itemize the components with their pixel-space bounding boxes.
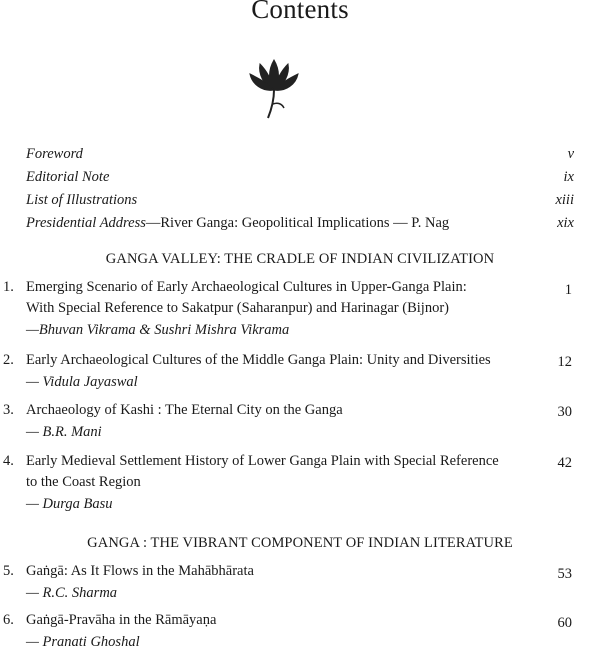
section-heading: GANGA VALLEY: THE CRADLE OF INDIAN CIVILIZATION (105, 251, 495, 267)
entry-author: — Pranati Ghoshal (26, 634, 140, 650)
toc-item-foreword[interactable] (26, 146, 574, 163)
toc-item-page: v (567, 146, 574, 162)
toc-item-label: Foreword (26, 146, 83, 162)
entry-number: 3. (3, 402, 14, 418)
toc-item-label: Presidential Address (26, 215, 146, 231)
entry-author: — Vidula Jayaswal (26, 374, 138, 390)
toc-item-presidential-address[interactable] (26, 215, 574, 232)
entry-number: 6. (3, 612, 14, 628)
entry-page: 30 (557, 404, 572, 420)
lotus-icon (244, 52, 304, 122)
page-title: Contents (251, 0, 349, 24)
entry-page: 42 (557, 455, 572, 471)
toc-item-page: xiii (555, 192, 574, 208)
entry-page: 12 (557, 354, 572, 370)
entry-title-line: Gaṅgā: As It Flows in the Mahābhārata (26, 563, 254, 579)
toc-item-page: ix (563, 169, 574, 185)
entry-title-line: Gaṅgā-Pravāha in the Rāmāyaṇa (26, 612, 217, 628)
entry-number: 2. (3, 352, 14, 368)
entry-author: — B.R. Mani (26, 424, 102, 440)
entry-number: 5. (3, 563, 14, 579)
entry-title-line: Early Medieval Settlement History of Lower Ganga Plain with Special Reference (26, 453, 499, 469)
toc-item-label: List of Illustrations (26, 192, 138, 208)
entry-number: 1. (3, 279, 14, 295)
section-heading: GANGA : THE VIBRANT COMPONENT OF INDIAN LITERATURE (87, 535, 513, 551)
toc-item-label: Editorial Note (26, 169, 110, 185)
entry-author: — Durga Basu (26, 496, 113, 512)
toc-item-page: xix (557, 215, 574, 231)
entry-author: —Bhuvan Vikrama & Sushri Mishra Vikrama (26, 322, 290, 338)
entry-title-line: to the Coast Region (26, 474, 141, 490)
entry-title-line: Emerging Scenario of Early Archaeological Cultures in Upper-Ganga Plain: (26, 279, 467, 295)
toc-item-subtitle: —River Ganga: Geopolitical Implications — P. Nag (145, 215, 450, 231)
entry-title-line: Early Archaeological Cultures of the Middle Ganga Plain: Unity and Diversities (26, 352, 491, 368)
entry-title-line: Archaeology of Kashi : The Eternal City on the Ganga (26, 402, 343, 418)
entry-number: 4. (3, 453, 14, 469)
entry-page: 60 (557, 615, 572, 631)
entry-page: 53 (557, 566, 572, 582)
entry-title-line: With Special Reference to Sakatpur (Saharanpur) and Harinagar (Bijnor) (26, 300, 449, 316)
toc-item-editorial-note[interactable] (26, 169, 574, 186)
toc-item-list-of-illustrations[interactable] (26, 192, 574, 209)
entry-author: — R.C. Sharma (26, 585, 118, 601)
entry-page: 1 (564, 282, 572, 298)
